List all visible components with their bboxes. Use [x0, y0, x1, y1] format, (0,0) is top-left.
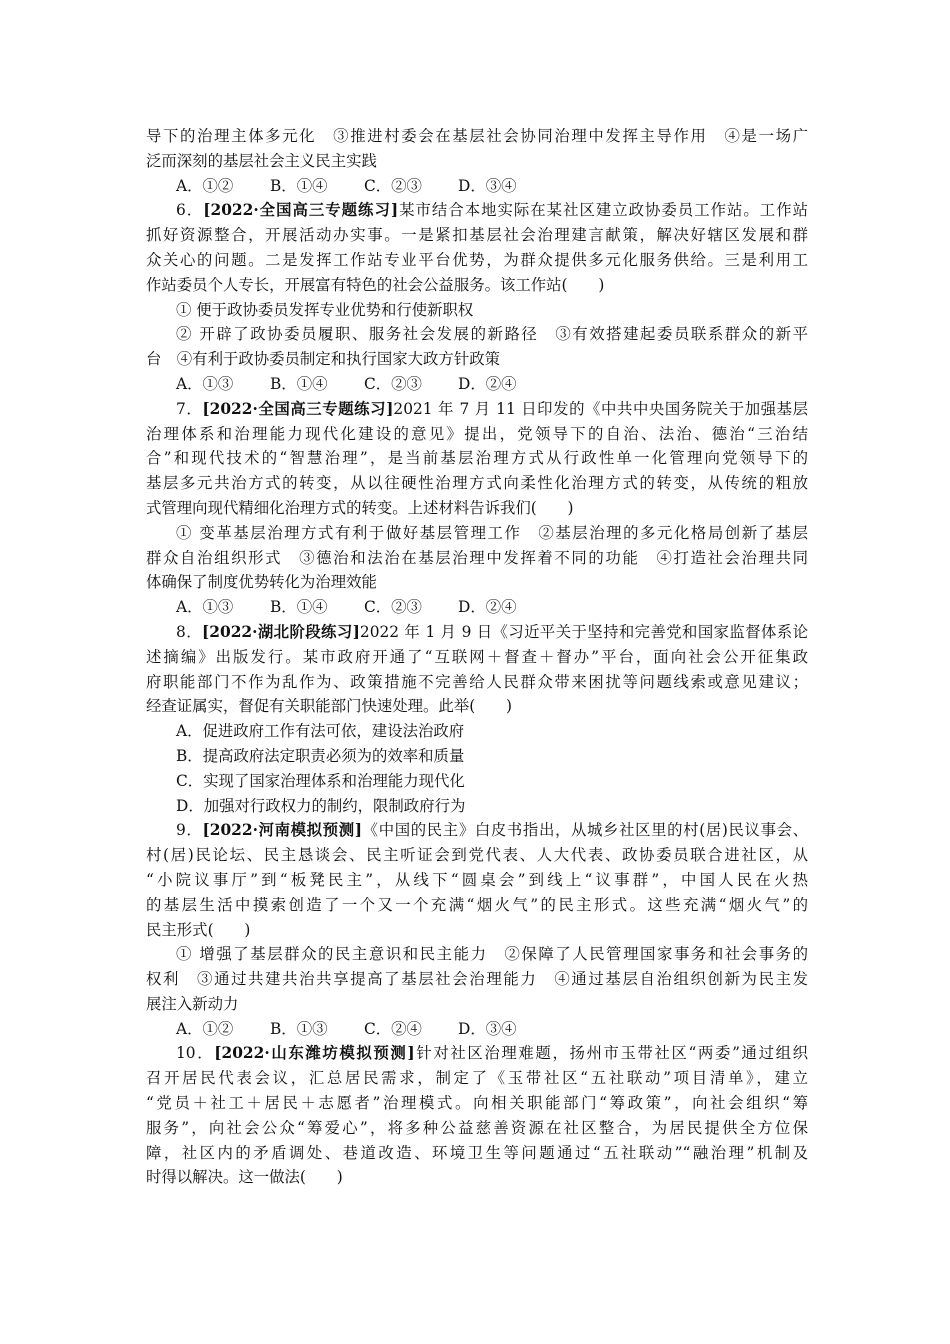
statement-line: 权利 ③通过共建共治共享提高了基层社会治理能力 ④通过基层自治组织创新为民主发 — [146, 970, 808, 989]
option-a: A．①③ — [176, 374, 234, 393]
question-stem-line: 抓好资源整合，开展活动办实事。一是紧扣基层社会治理建言献策，解决好辖区发展和群 — [146, 226, 808, 245]
options-row — [146, 595, 808, 620]
question-stem-line: 民主形式( ) — [146, 920, 251, 939]
question-7-first-line — [146, 397, 808, 422]
statement-line: 台 ④有利于政协委员制定和执行国家大政方针政策 — [146, 350, 500, 369]
statement-line: 群众自治组织形式 ③德治和法治在基层治理中发挥着不同的功能 ④打造社会治理共同 — [146, 548, 808, 567]
option-b: B．①④ — [270, 176, 328, 195]
question-stem-line: 召开居民代表会议，汇总居民需求，制定了《玉带社区“五社联动”项目清单》，建立 — [146, 1069, 808, 1088]
question-9-first-line — [146, 818, 808, 843]
statement-line: ① 变革基层治理方式有利于做好基层管理工作 ②基层治理的多元化格局创新了基层 — [176, 523, 808, 542]
choice-d: D．加强对行政权力的制约，限制政府行为 — [176, 796, 466, 815]
question-stem-line: 服务”，向社会公众“筹爱心”，将多种公益慈善资源在社区整合，为居民提供全方位保 — [146, 1118, 808, 1137]
question-source: [2022·全国高三专题练习] — [203, 201, 399, 220]
option-b: B．①④ — [270, 374, 328, 393]
question-source: [2022·全国高三专题练习] — [202, 399, 394, 418]
option-a: A．①② — [176, 176, 234, 195]
question-stem-line: 众关心的问题。二是发挥工作站专业平台优势，为群众提供多元化服务供给。三是利用工 — [146, 250, 808, 269]
question-stem-line: 时得以解决。这一做法( ) — [146, 1168, 343, 1187]
question-number: 10． — [176, 1044, 215, 1063]
option-a: A．①③ — [176, 598, 234, 617]
statement-line: ① 增强了基层群众的民主意识和民主能力 ②保障了人民管理国家事务和社会事务的 — [176, 945, 808, 964]
question-number: 9． — [176, 821, 203, 840]
document-page — [146, 124, 808, 1190]
statement-line: ② 开辟了政协委员履职、服务社会发展的新路径 ③有效搭建起委员联系群众的新平 — [176, 325, 808, 344]
choice-b: B．提高政府法定职责必须为的效率和质量 — [176, 746, 465, 765]
question-stem-line: 治理体系和治理能力现代化建设的意见》提出，党领导下的自治、法治、德治“三治结 — [146, 424, 808, 443]
question-8-first-line — [146, 620, 808, 645]
question-stem-line: 合”和现代技术的“智慧治理”，是当前基层治理方式从行政性单一化管理向党领导下的 — [146, 449, 808, 468]
statement-line: 体确保了制度优势转化为治理效能 — [146, 573, 377, 592]
question-stem-line: “小院议事厅”到“板凳民主”，从线下“圆桌会”到线上“议事群”，中国人民在火热 — [146, 870, 808, 889]
question-stem-line: 式管理向现代精细化治理方式的转变。上述材料告诉我们( ) — [146, 498, 574, 517]
question-stem-line: 府职能部门不作为乱作为、政策措施不完善给人民群众带来困扰等问题线索或意见建议； — [146, 672, 808, 691]
question-number: 8． — [176, 622, 202, 641]
statement-line: 展注入新动力 — [146, 994, 239, 1013]
option-c: C．②③ — [364, 176, 422, 195]
option-a: A．①② — [176, 1019, 234, 1038]
options-row — [146, 174, 808, 199]
continuation-line: 泛而深刻的基层社会主义民主实践 — [146, 151, 377, 170]
question-stem-line: 的基层生活中摸索创造了一个又一个充满“烟火气”的民主形式。这些充满“烟火气”的 — [146, 895, 808, 914]
option-b: B．①③ — [270, 1019, 328, 1038]
options-row — [146, 372, 808, 397]
question-stem: 某市结合本地实际在某社区建立政协委员工作站。工作站 — [398, 201, 808, 220]
question-stem-line: 基层多元共治方式的转变，从以往硬性治理方式向柔性化治理方式的转变，从传统的粗放 — [146, 474, 808, 493]
options-row — [146, 1017, 808, 1042]
question-stem-line: 述摘编》出版发行。某市政府开通了“互联网＋督查＋督办”平台，面向社会公开征集政 — [146, 647, 808, 666]
option-d: D．③④ — [458, 176, 517, 195]
choice-a: A．促进政府工作有法可依，建设法治政府 — [176, 722, 465, 741]
question-stem-line: 村(居)民论坛、民主恳谈会、民主听证会到党代表、人大代表、政协委员联合进社区，从 — [146, 846, 808, 865]
continuation-line: 导下的治理主体多元化 ③推进村委会在基层社会协同治理中发挥主导作用 ④是一场广 — [146, 127, 808, 145]
question-stem-line: 作站委员个人专长，开展富有特色的社会公益服务。该工作站( ) — [146, 275, 605, 294]
question-stem: 《中国的民主》白皮书指出，从城乡社区里的村(居)民议事会、 — [362, 821, 808, 840]
option-c: C．②③ — [364, 374, 422, 393]
question-stem-line: 障，社区内的矛盾调处、巷道改造、环境卫生等问题通过“五社联动”“融治理”机制及 — [146, 1143, 808, 1162]
question-6-first-line — [146, 198, 808, 223]
statement-line: ① 便于政协委员发挥专业优势和行使新职权 — [176, 300, 474, 319]
option-d: D．②④ — [458, 598, 517, 617]
choice-c: C．实现了国家治理体系和治理能力现代化 — [176, 771, 465, 790]
question-source: [2022·湖北阶段练习] — [202, 622, 360, 641]
question-number: 7． — [176, 399, 203, 418]
option-d: D．②④ — [458, 374, 517, 393]
question-source: [2022·河南模拟预测] — [202, 821, 363, 840]
question-source: [2022·山东潍坊模拟预测] — [214, 1044, 415, 1063]
option-d: D．③④ — [458, 1019, 517, 1038]
question-stem: 2022 年 1 月 9 日《习近平关于坚持和完善党和国家监督体系论 — [359, 622, 808, 641]
question-number: 6． — [176, 201, 204, 220]
option-b: B．①④ — [270, 598, 328, 617]
question-stem-line: “党员＋社工＋居民＋志愿者”治理模式。向相关职能部门“筹政策”，向社会组织“筹 — [146, 1094, 808, 1113]
question-stem: 2021 年 7 月 11 日印发的《中共中央国务院关于加强基层 — [393, 399, 808, 418]
option-c: C．②④ — [364, 1019, 422, 1038]
question-stem: 针对社区治理难题，扬州市玉带社区“两委”通过组织 — [414, 1044, 808, 1063]
question-10-first-line — [146, 1041, 808, 1066]
option-c: C．②③ — [364, 598, 422, 617]
question-stem-line: 经查证属实，督促有关职能部门快速处理。此举( ) — [146, 697, 512, 716]
